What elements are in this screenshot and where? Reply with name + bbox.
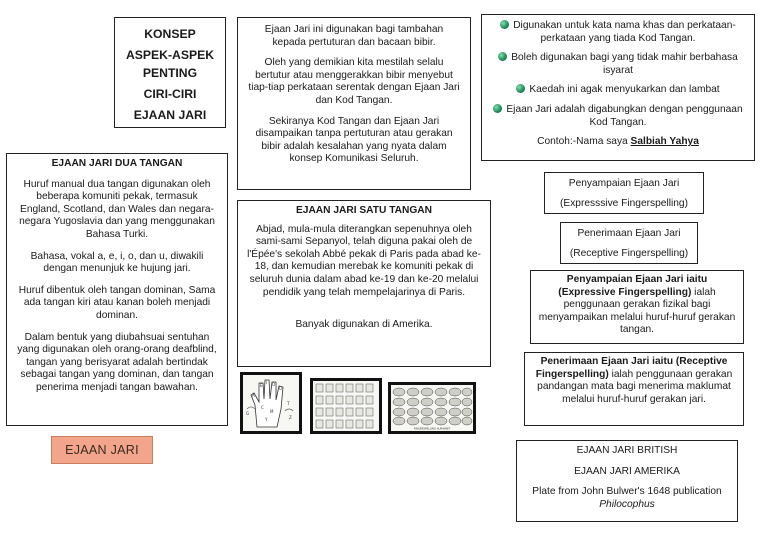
bullet-icon: [516, 84, 525, 93]
receptive-definition-term: Penerimaan Ejaan Jari iaitu (Receptive Fingerspelling): [535, 356, 728, 380]
bullet-icon: [500, 20, 509, 29]
title-line-aspek: ASPEK-ASPEK PENTING: [125, 48, 215, 80]
bulwer-plate-image: [388, 382, 476, 434]
bullet-item: Kaedah ini agak menyukarkan dan lambat: [490, 84, 746, 97]
title-line-ciri: CIRI-CIRI: [143, 87, 197, 101]
svg-text:Y: Y: [265, 417, 268, 422]
british-hand-image: [240, 372, 302, 434]
characteristics-box: [481, 14, 755, 161]
ejaan-jari-label: EJAAN JARI: [51, 436, 153, 464]
example-line: Contoh:-Nama saya Salbiah Yahya: [537, 136, 699, 148]
intro-paragraph-3: Sekiranya Kod Tangan dan Ejaan Jari disampaikan tanpa pertuturan atau gerakan bibir adalah kesalahan yang nyata dalam konsep Komunikasi Seluruh.: [255, 115, 453, 165]
two-hand-heading: EJAAN JARI DUA TANGAN: [51, 158, 183, 169]
two-hand-paragraph-4: Dalam bentuk yang diubahsuai sentuhan yang digunakan oleh orang-orang deafblind, tangan yang berisyarat adalah bertindak sebagai tangan yang dominan, dan tangan penerima menjadi tangan bawahan.: [17, 331, 217, 393]
bullet-item: Boleh digunakan bagi yang tidak mahir berbahasa isyarat: [490, 52, 746, 77]
expressive-label-line1: Penyampaian Ejaan Jari: [568, 178, 680, 189]
receptive-definition-text: ialah penggunaan gerakan pandangan mata bagi menerima maklumat melalui huruf-huruf gerakan jari.: [537, 368, 733, 405]
hand-diagram-icon: [243, 375, 299, 431]
title-line-konsep: KONSEP: [144, 27, 196, 41]
expressive-definition-text: ialah penggunaan gerakan fizikal bagi menyampaikan melalui huruf-huruf gerakan tangan.: [538, 286, 736, 336]
two-hand-paragraph-1: Huruf manual dua tangan digunakan oleh beberapa komuniti pekak, termasuk England, Scotland, dan Wales dan negara-negara Yugoslavia dan yang menggunakan Bahasa Turki.: [19, 178, 215, 240]
alphabet-sources-box: [516, 440, 738, 522]
plate-title: Philocophus: [599, 498, 655, 510]
concept-title-box: [114, 17, 226, 128]
american-alphabet-image: [310, 378, 382, 434]
svg-text:A: A: [252, 393, 255, 398]
one-hand-heading: EJAAN JARI SATU TANGAN: [295, 205, 433, 216]
receptive-label-line1: Penerimaan Ejaan Jari: [577, 228, 681, 239]
one-hand-box: [237, 200, 491, 367]
two-hand-box: [6, 153, 228, 426]
svg-text:C: C: [261, 405, 264, 410]
intro-paragraph-2: Oleh yang demikian kita mestilah selalu bertutur atau menggerakkan bibir menyebut tiap-tiap perkataan serentak dengan Ejaan Jari dan Kod Tangan.: [248, 57, 460, 106]
bullet-item: Ejaan Jari adalah digabungkan dengan penggunaan Kod Tangan.: [490, 104, 746, 129]
one-hand-paragraph-2: Banyak digunakan di Amerika.: [295, 319, 433, 331]
british-line: EJAAN JARI BRITISH: [576, 445, 678, 456]
svg-text:M: M: [270, 409, 274, 414]
svg-text:E: E: [260, 383, 263, 388]
svg-text:O: O: [272, 382, 276, 387]
bullet-item: Digunakan untuk kata nama khas dan perkataan-perkataan yang tiada Kod Tangan.: [490, 20, 746, 45]
american-line: EJAAN JARI AMERIKA: [574, 465, 680, 477]
plate-line: Plate from John Bulwer's 1648 publication Philocophus: [532, 486, 722, 510]
receptive-definition-box: [524, 352, 744, 426]
intro-paragraph-1: Ejaan Jari ini digunakan bagi tambahan kepada pertuturan dan bacaan bibir.: [264, 24, 444, 48]
expressive-definition-box: [530, 270, 744, 344]
example-name: Salbiah Yahya: [630, 136, 699, 148]
two-hand-paragraph-2: Bahasa, vokal a, e, i, o, dan u, diwakili dengan menunjuk ke hujung jari.: [30, 250, 204, 275]
expressive-label-line2: (Expresssive Fingerspelling): [560, 198, 688, 209]
bulwer-plate-icon: [391, 385, 473, 431]
bullet-icon: [498, 52, 507, 61]
bullet-icon: [493, 104, 502, 113]
two-hand-paragraph-3: Huruf dibentuk oleh tangan dominan, Sama ada tangan kiri atau kanan boleh menjadi dominan.: [18, 284, 216, 321]
svg-text:G: G: [246, 411, 250, 416]
expressive-definition-term: Penyampaian Ejaan Jari iaitu (Expressive Fingerspelling): [558, 274, 708, 298]
svg-text:U: U: [279, 386, 282, 391]
svg-text:I: I: [266, 380, 268, 385]
receptive-label-box: [560, 222, 698, 264]
svg-text:T: T: [287, 401, 290, 406]
receptive-label-line2: (Receptive Fingerspelling): [569, 248, 689, 259]
plate-caption: FINGERSPELLING ALPHABET: [413, 427, 451, 431]
expressive-label-box: [544, 172, 704, 214]
asl-alphabet-icon: [313, 381, 379, 431]
title-line-ejaan: EJAAN JARI: [133, 108, 207, 122]
one-hand-paragraph-1: Abjad, mula-mula diterangkan sepenuhnya oleh sami-sami Sepanyol, telah diguna pakai oleh de l'Épée's sekolah Abbé pekak di Paris pada abad ke-18, dan kemudian merebak ke komuniti pekak di seluruh dunia dalam abad ke-19 dan ke-20 melalui pendidik yang telah mempelajarinya di Paris.: [247, 223, 481, 298]
svg-text:Z: Z: [289, 415, 292, 420]
intro-box: [237, 17, 471, 190]
